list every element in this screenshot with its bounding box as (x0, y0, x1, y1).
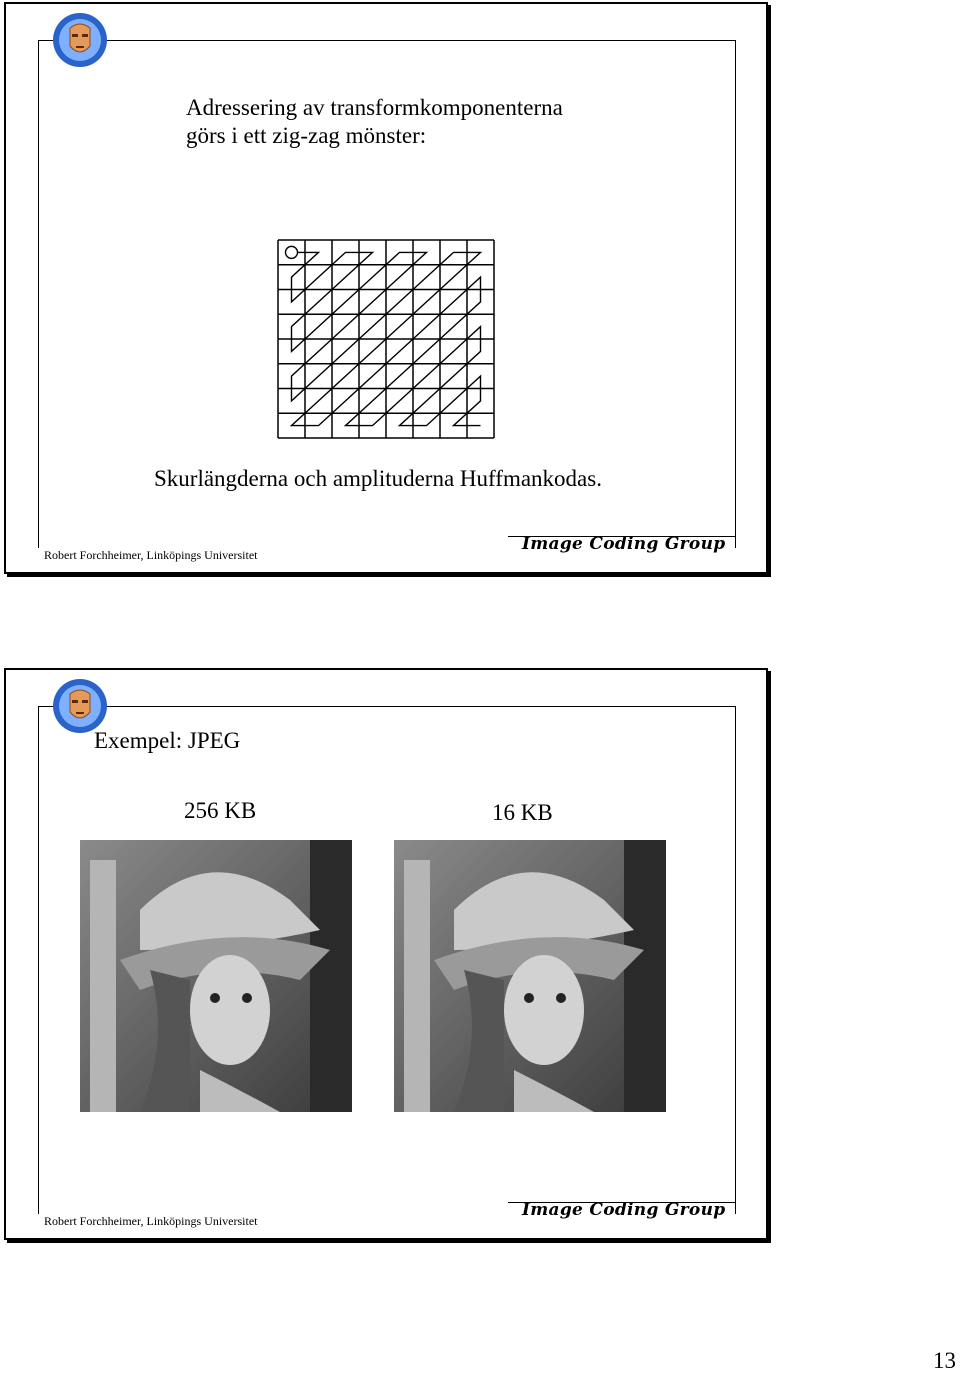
university-logo-icon (52, 12, 108, 68)
image-size-label-compressed: 16 KB (492, 800, 553, 825)
zigzag-scan-diagram (270, 236, 498, 440)
slide-frame-right (735, 706, 736, 1214)
footer-author: Robert Forchheimer, Linköpings Universitet (44, 1214, 258, 1228)
zigzag-start-marker (286, 246, 298, 258)
photo-original (80, 840, 352, 1112)
footer-author: Robert Forchheimer, Linköpings Universitet (44, 548, 258, 562)
slide-frame-right (735, 40, 736, 548)
slide-frame-top (38, 706, 736, 707)
university-logo-icon (52, 678, 108, 734)
slide-title-line-2: görs i ett zig-zag mönster: (186, 123, 427, 148)
page-number: 13 (933, 1348, 956, 1373)
slide-title (186, 94, 563, 150)
slide-jpeg-example (4, 668, 768, 1240)
image-size-label-original: 256 KB (184, 798, 257, 823)
slide-frame-left (38, 706, 39, 1214)
photo-compressed (394, 840, 666, 1112)
slide-title-line-1: Adressering av transformkomponenterna (186, 95, 563, 120)
footer-brand: Image Coding Group (522, 534, 726, 554)
slide-caption: Skurlängderna och amplituderna Huffmankodas. (154, 466, 602, 491)
slide-frame-left (38, 40, 39, 548)
slide-title: Exempel: JPEG (94, 728, 241, 753)
slide-frame-top (38, 40, 736, 41)
slide-zigzag (4, 2, 768, 574)
footer-brand: Image Coding Group (522, 1200, 726, 1220)
